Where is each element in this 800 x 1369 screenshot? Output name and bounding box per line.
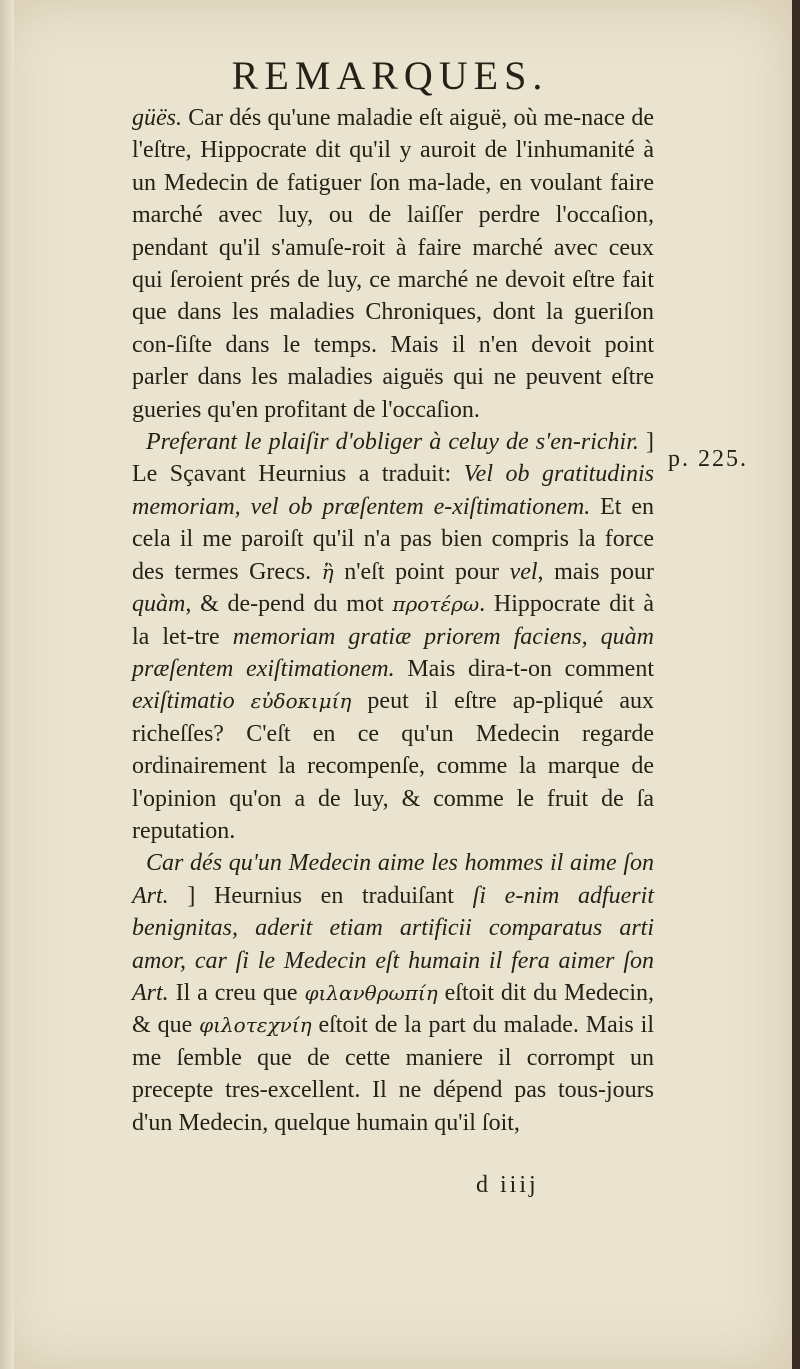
italic-text: memoriam gratiæ priorem faciens, quàm præſentem exiſtimationem. <box>132 623 654 682</box>
paragraph-2 <box>132 426 654 847</box>
page-gutter-shadow <box>0 0 14 1369</box>
italic-text: güës. <box>132 105 182 131</box>
italic-text: exiſtimatio <box>132 688 235 715</box>
greek-term: ἢ <box>321 559 334 584</box>
italic-text: Vel ob gratitudinis memoriam, vel ob præſentem e-xiſtimationem. <box>132 461 654 520</box>
roman-text: eſtoit de la part du malade. Mais il me ſemble que de cette maniere il corrompt un precepte tres-excellent. Il ne dépend pas tous-jours d'un Medecin, quelque humain qu'il ſoit, <box>132 1012 654 1136</box>
roman-text: n'eſt point pour <box>333 558 510 585</box>
margin-page-reference: p. 225. <box>668 446 748 472</box>
roman-text: Car dés qu'une maladie eſt aiguë, où me-nace de l'eſtre, Hippocrate dit qu'il y auroit de l'inhumanité à un Medecin de fatiguer ſon ma-lade, en voulant faire marché avec luy, ou de laiſſer perdre l'occaſion, pendant qu'il s'amuſe-roit à faire marché avec ceux qui ſeroient prés de luy, ce marché ne devoit eſtre fait que dans les maladies Chroniques, dont la gueriſon con-ſiſte dans le temps. Mais il n'en devoit point parler dans les maladies aiguës qui ne peuvent eſtre gueries qu'en profitant de l'occaſion. <box>132 105 654 423</box>
greek-term: φιλανθρωπίη <box>304 980 438 1005</box>
greek-term: εὐδοκιμίη <box>250 689 352 714</box>
roman-text: eſtoit dit du Medecin, & que <box>132 979 655 1039</box>
roman-text: ] Heurnius en traduiſant <box>168 882 473 909</box>
roman-text: Il a creu que <box>168 979 305 1006</box>
roman-text: peut il eſtre ap-pliqué aux richeſſes? C'eſt en ce qu'un Medecin regarde ordinairement la recompenſe, comme la marque de l'opinion qu'on a de luy, & comme le fruit de ſa reputation. <box>132 688 654 844</box>
roman-text: Mais dira-t-on comment <box>394 655 654 682</box>
greek-term: φιλοτεχνίη <box>199 1013 312 1038</box>
roman-text: Et en cela il me paroiſt qu'il n'a pas bien compris la force des termes Grecs. <box>132 493 654 585</box>
paragraph-3 <box>132 847 654 1139</box>
italic-text: Car dés qu'un Medecin aime les hommes il aime ſon Art. <box>132 850 654 909</box>
body-text <box>132 102 654 1139</box>
roman-text: ] Le Sçavant Heurnius a traduit: <box>132 429 654 488</box>
italic-text: vel <box>509 558 538 585</box>
roman-text: , & de-pend du mot <box>185 591 393 618</box>
italic-text: ſi e-nim adfuerit benignitas, aderit etiam artificii comparatus arti amor, car ſi le Medecin eſt humain il fera aimer ſon Art. <box>132 882 654 1006</box>
italic-text: quàm <box>132 591 186 618</box>
roman-text <box>235 688 251 714</box>
paragraph-1 <box>132 102 654 426</box>
roman-text: . Hippocrate dit à la let-tre <box>132 591 654 650</box>
italic-text: Preferant le plaiſir d'obliger à celuy de s'en-richir. <box>146 429 639 456</box>
signature-mark: d iiij <box>476 1172 539 1198</box>
running-head: REMARQUES. <box>231 53 549 98</box>
greek-term: προτέρω <box>392 592 480 617</box>
roman-text: , mais pour <box>537 558 655 585</box>
